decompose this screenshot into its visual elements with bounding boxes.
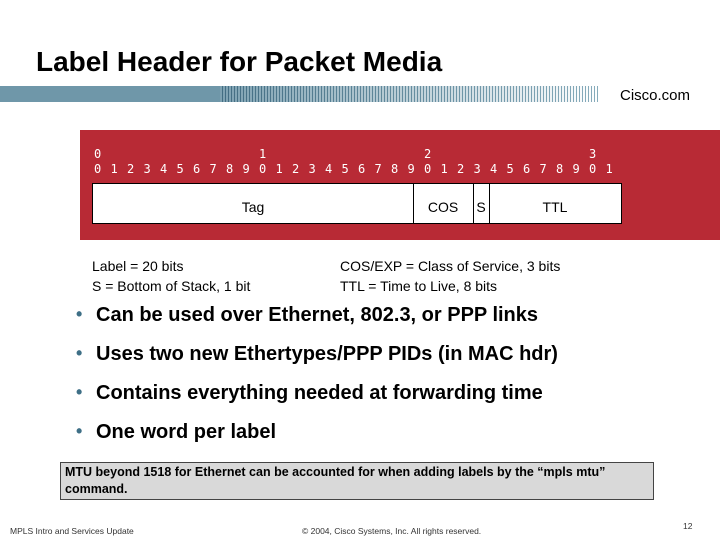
bit-number: 6 [358,162,366,176]
bit-number: 0 [424,162,432,176]
bit-number: 5 [506,162,514,176]
bit-number: 9 [407,162,415,176]
slide-title: Label Header for Packet Media [36,46,443,77]
bit-number: 5 [341,162,349,176]
s-desc: S = Bottom of Stack, 1 bit [92,278,251,294]
bullet-list [76,304,696,460]
page-number: 12 [683,521,693,531]
bullet-item: • One word per label [76,421,277,443]
bit-number: 3 [143,162,151,176]
ttl-field: TTL [542,199,568,215]
mtu-note: MTU beyond 1518 for Ethernet can be accounted for when adding labels by the “mpls mtu” command. [60,462,654,500]
bit-number: 4 [160,162,168,176]
description-right [340,256,560,296]
bit-number: 4 [490,162,498,176]
bit-number: 5 [176,162,184,176]
s-field: S [476,199,486,215]
bit-number: 1 [605,162,613,176]
bullet-item: • Contains everything needed at forwarding time [76,382,543,404]
bullet-dot-icon: • [76,304,83,324]
label-header-box [92,183,622,224]
bit-number: 8 [391,162,399,176]
cos-desc: COS/EXP = Class of Service, 3 bits [340,258,561,274]
bit-tens-number: 2 [424,147,432,161]
bullet-item: • Can be used over Ethernet, 802.3, or PPP links [76,304,539,326]
bit-number: 6 [193,162,201,176]
label-desc: Label = 20 bits [92,258,184,274]
bit-number: 0 [589,162,597,176]
tag-field: Tag [241,199,265,215]
footer-left: MPLS Intro and Services Update [10,526,134,536]
bit-number: 7 [374,162,382,176]
bit-tens-number: 3 [589,147,597,161]
bit-number: 3 [473,162,481,176]
bit-tens-number: 0 [94,147,102,161]
bit-number: 7 [539,162,547,176]
bit-number: 9 [572,162,580,176]
bit-number: 1 [110,162,118,176]
bit-number: 8 [226,162,234,176]
bit-number: 4 [325,162,333,176]
bullet-item: • Uses two new Ethertypes/PPP PIDs (in MAC hdr) [76,343,558,365]
ttl-desc: TTL = Time to Live, 8 bits [340,278,498,294]
bit-number: 2 [457,162,465,176]
footer-copyright: © 2004, Cisco Systems, Inc. All rights reserved. [302,526,482,536]
bit-number: 3 [308,162,316,176]
cisco-logo: Cisco.com [620,87,691,104]
bit-number: 9 [242,162,250,176]
bit-number: 0 [259,162,267,176]
bit-number: 2 [292,162,300,176]
bit-number: 8 [556,162,564,176]
bit-number: 1 [275,162,283,176]
bit-number: 6 [523,162,531,176]
bullet-dot-icon: • [76,343,83,363]
bullet-dot-icon: • [76,382,83,402]
bit-number: 7 [209,162,217,176]
bit-tens-number: 1 [259,147,267,161]
bullet-dot-icon: • [76,421,83,441]
cos-field: COS [427,199,459,215]
bit-number: 0 [94,162,102,176]
bit-number: 1 [440,162,448,176]
bit-number: 2 [127,162,135,176]
description-left [92,256,250,296]
